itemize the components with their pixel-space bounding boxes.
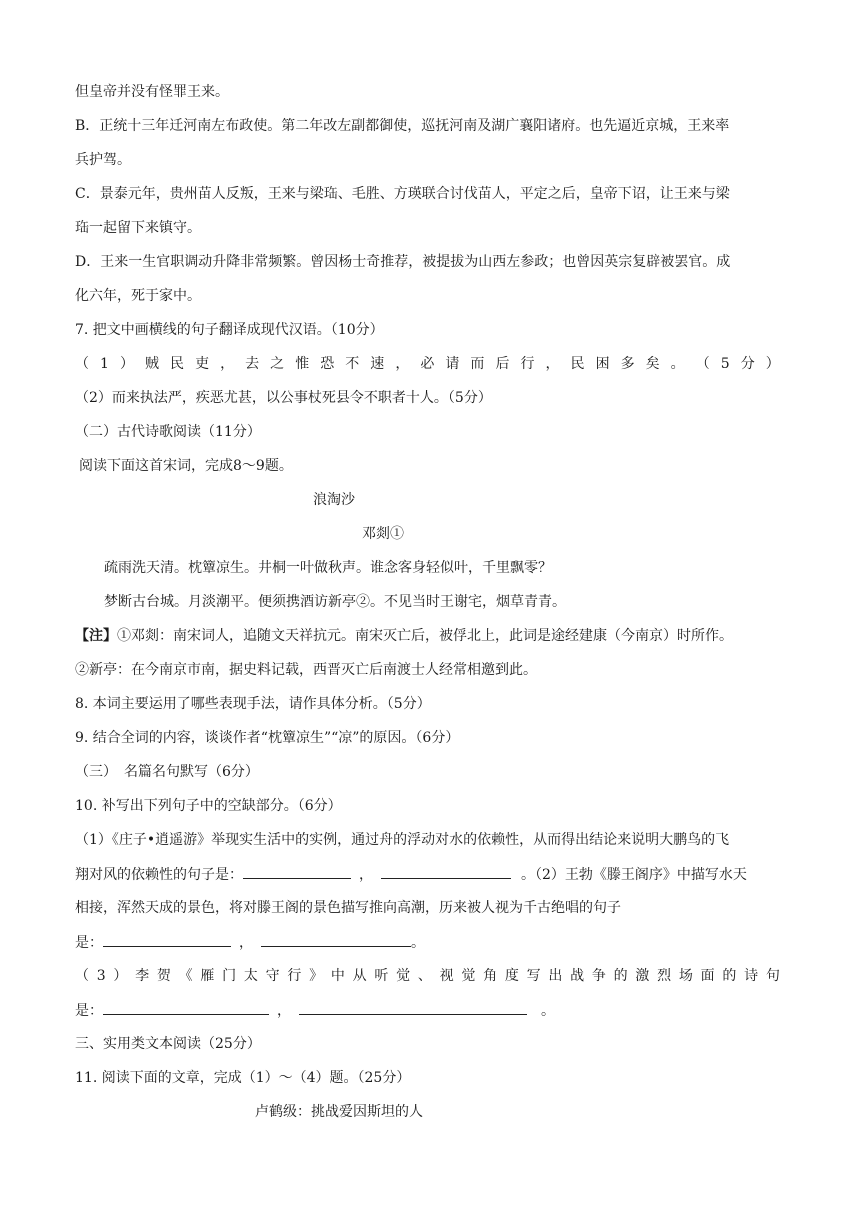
char: 诗 [744, 968, 759, 984]
answer-blank[interactable] [243, 864, 351, 879]
char: 《 [178, 968, 193, 984]
answer-blank[interactable] [299, 1000, 527, 1015]
char: （ [75, 968, 89, 984]
option-c-line: C．景泰元年，贵州苗人反叛，王来与梁珤、毛胜、方瑛联合讨伐苗人，平定之后，皇帝下诏，让王来与梁 [75, 186, 730, 202]
char: 矣 [645, 356, 660, 372]
char: 守 [265, 968, 280, 984]
char: 激 [635, 968, 650, 984]
instruction: 阅读下面这首宋词，完成8～9题。 [79, 458, 293, 474]
question-10: 10. 补写出下列句子中的空缺部分。（6分） [75, 798, 342, 814]
char: 恐 [320, 356, 335, 372]
char: 贺 [156, 968, 171, 984]
question-8: 8. 本词主要运用了哪些表现手法，请作具体分析。（5分） [75, 696, 431, 712]
section-heading: 三、实用类文本阅读（25分） [75, 1036, 261, 1052]
poem-line: 梦断古台城。月淡潮平。便须携酒访新亭②。不见当时王谢宅，烟草青青。 [104, 594, 566, 610]
char: 必 [420, 356, 435, 372]
char: 战 [570, 968, 585, 984]
char: 觉 [461, 968, 476, 984]
char: 吏 [195, 356, 210, 372]
note-line [75, 626, 733, 646]
note-text: ①邓剡：南宋词人，追随文天祥抗元。南宋灭亡后，被俘北上，此词是途经建康（今南京）时所作。 [117, 628, 733, 644]
char: ） [113, 968, 128, 984]
char: 。 [670, 356, 685, 372]
char: 1 [100, 356, 109, 372]
text-line: 化六年，死于家中。 [75, 288, 201, 304]
char: 、 [417, 968, 432, 984]
char: 3 [96, 968, 106, 984]
text-fragment: 。 [541, 1003, 555, 1019]
char: （ [695, 356, 710, 372]
char: 角 [483, 968, 498, 984]
char: 写 [526, 968, 541, 984]
char: 行 [287, 968, 302, 984]
question-7-2: （2）而来执法严，疾恶尤甚，以公事杖死县令不职者十人。（5分） [75, 390, 492, 406]
answer-blank[interactable] [103, 1000, 269, 1015]
char: 去 [245, 356, 260, 372]
poem-author: 邓剡① [362, 526, 404, 542]
char: 出 [548, 968, 563, 984]
question-11: 11. 阅读下面的文章，完成（1）～（4）题。（25分） [75, 1070, 411, 1086]
text-fragment: 。（2）王勃《滕王阁序》中描写水天 [521, 867, 747, 883]
char: 请 [445, 356, 460, 372]
char: 面 [700, 968, 715, 984]
question-10-line [75, 864, 747, 885]
char: 惟 [295, 356, 310, 372]
option-b-line: B．正统十三年迁河南左布政使。第二年改左副都御使，巡抚河南及湖广襄阳诸府。也先逼近京城，王来率 [75, 118, 730, 134]
answer-blank[interactable] [103, 932, 231, 947]
char: 度 [504, 968, 519, 984]
char: （ [75, 356, 89, 372]
char: 觉 [396, 968, 411, 984]
char: 句 [765, 968, 780, 984]
answer-blank[interactable] [381, 864, 511, 879]
char: 民 [570, 356, 585, 372]
char: 听 [374, 968, 389, 984]
char: ） [119, 356, 134, 372]
char: 场 [678, 968, 693, 984]
char: 后 [495, 356, 510, 372]
option-d-line: D．王来一生官职调动升降非常频繁。曾因杨士奇推荐，被提拔为山西左参政；也曾因英宗复辟被罢官。成 [75, 254, 731, 270]
text-fragment: 是： [75, 935, 103, 951]
char: ） [765, 356, 780, 372]
section-heading: （三） 名篇名句默写（6分） [75, 764, 259, 780]
question-7: 7. 把文中画横线的句子翻译成现代汉语。（10分） [75, 322, 384, 338]
text-fragment: 。 [411, 935, 425, 951]
question-10-line [75, 932, 425, 953]
char: 的 [722, 968, 737, 984]
char: 视 [439, 968, 454, 984]
text-line: 珤一起留下来镇守。 [75, 220, 201, 236]
text-fragment: 是： [75, 1003, 103, 1019]
char: 速 [370, 356, 385, 372]
char: 困 [595, 356, 610, 372]
section-heading: （二）古代诗歌阅读（11分） [75, 424, 261, 440]
question-10-line: （1）《庄子•逍遥游》举现实生活中的实例，通过舟的浮动对水的依赖性，从而得出结论来说明大鹏鸟的飞 [75, 832, 730, 848]
char: 分 [740, 356, 755, 372]
char: ， [395, 356, 410, 372]
note-line: ②新亭：在今南京市南，据史料记载，西晋灭亡后南渡士人经常相邀到此。 [75, 662, 537, 678]
char: 李 [135, 968, 150, 984]
char: 而 [470, 356, 485, 372]
poem-line: 疏雨洗天清。枕簟凉生。井桐一叶做秋声。谁念客身轻似叶，千里飘零？ [104, 560, 552, 576]
char: 争 [591, 968, 606, 984]
char: 的 [613, 968, 628, 984]
question-10-line [75, 966, 780, 986]
char: 多 [620, 356, 635, 372]
question-7-1 [75, 354, 780, 374]
text-line: 但皇帝并没有怪罪王来。 [75, 84, 229, 100]
char: 从 [352, 968, 367, 984]
poem-title: 浪淘沙 [313, 492, 355, 508]
char: 之 [270, 356, 285, 372]
char: 行 [520, 356, 535, 372]
char: 太 [243, 968, 258, 984]
text-line: 兵护驾。 [75, 152, 131, 168]
char: 烈 [657, 968, 672, 984]
question-9: 9. 结合全词的内容，谈谈作者“枕簟凉生”“凉”的原因。（6分） [75, 730, 460, 746]
char: 民 [170, 356, 185, 372]
article-title: 卢鹤级：挑战爱因斯坦的人 [255, 1104, 423, 1120]
note-label: 【注】 [75, 628, 117, 644]
char: 雁 [200, 968, 215, 984]
text-fragment: ， [359, 867, 373, 883]
text-fragment: ， [239, 935, 253, 951]
char: ， [220, 356, 235, 372]
char: 门 [222, 968, 237, 984]
char: 不 [345, 356, 360, 372]
question-10-line [75, 1000, 555, 1021]
char: 5 [720, 356, 730, 372]
char: 中 [330, 968, 345, 984]
char: 贼 [145, 356, 160, 372]
char: ， [545, 356, 560, 372]
text-fragment: 翔对风的依赖性的句子是： [75, 867, 243, 883]
question-10-line: 相接，浑然天成的景色，将对滕王阁的景色描写推向高潮，历来被人视为千古绝唱的句子 [75, 900, 621, 916]
answer-blank[interactable] [261, 932, 411, 947]
char: 》 [309, 968, 324, 984]
text-fragment: ， [277, 1003, 291, 1019]
